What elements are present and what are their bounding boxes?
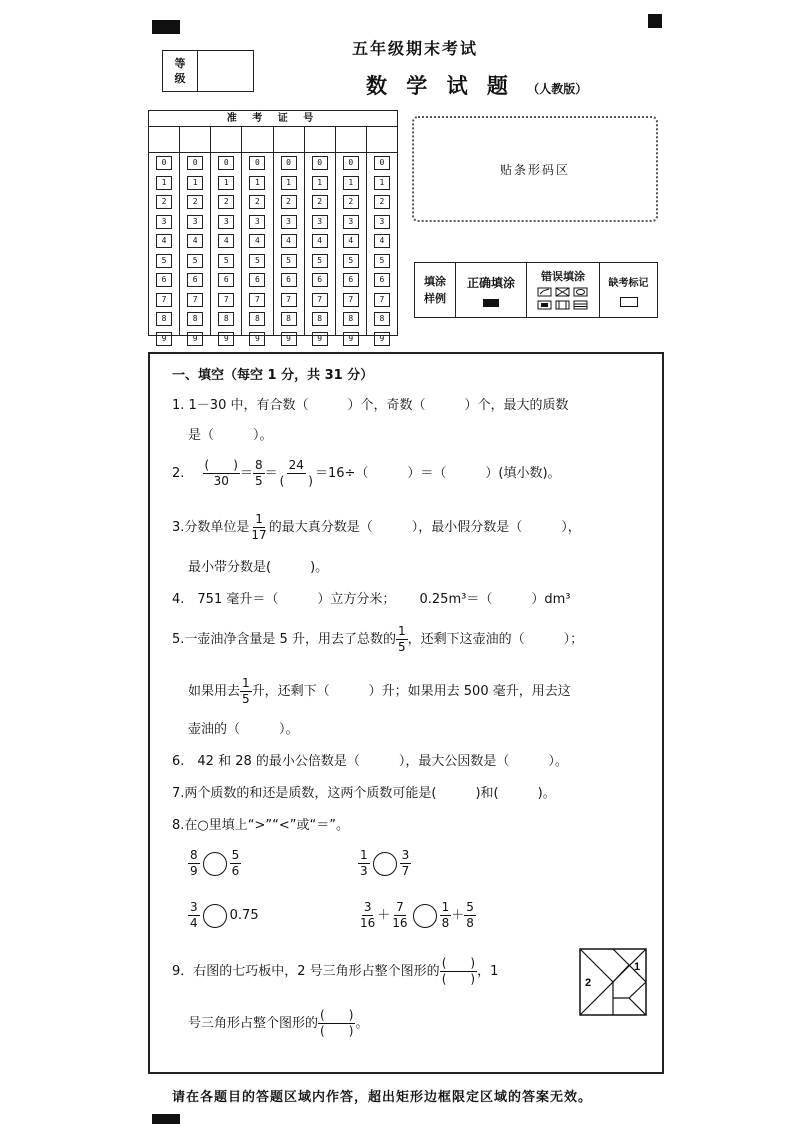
id-digit-bubble[interactable]: 3 — [156, 215, 172, 229]
question-9-line1: 9．右图的七巧板中，2 号三角形占整个图形的 $\frac{( )}{( )}$ ，1 — [172, 956, 499, 986]
id-digit-bubble[interactable]: 5 — [374, 254, 390, 268]
id-digit-bubble[interactable]: 7 — [187, 293, 203, 307]
fraction: $\frac{1}{17}$ — [251, 512, 267, 542]
tangram-figure — [579, 948, 647, 1016]
id-digit-bubble[interactable]: 6 — [249, 273, 265, 287]
compare-item-a — [188, 848, 241, 879]
question-8: 8.在○里填上“>”“<”或“＝”。 — [172, 818, 349, 833]
id-digit-bubble[interactable]: 8 — [281, 312, 297, 326]
question-9-line2: 号三角形占整个图形的 $\frac{( )}{( )}$ 。 — [188, 1008, 369, 1038]
id-digit-bubble[interactable]: 0 — [156, 156, 172, 170]
id-digit-bubble[interactable]: 1 — [249, 176, 265, 190]
id-digit-bubble[interactable]: 1 — [218, 176, 234, 190]
id-digit-column — [274, 153, 305, 343]
id-digit-bubble[interactable]: 0 — [249, 156, 265, 170]
exam-id-table — [148, 110, 398, 343]
legend-correct: 正确填涂 — [456, 263, 527, 317]
grade-box — [162, 50, 254, 92]
question-3-line1: 3.分数单位是 $\frac{1}{17}$ 的最大真分数是（ ），最小假分数是（ ）， — [172, 512, 581, 542]
id-digit-bubble[interactable]: 2 — [187, 195, 203, 209]
legend-label: 填涂 样例 — [415, 263, 456, 317]
question-6: 6. 42 和 28 的最小公倍数是（ ），最大公因数是（ ）。 — [172, 754, 568, 769]
fraction: $\frac{5}{6}$ — [231, 848, 240, 878]
id-write-cell[interactable] — [180, 127, 211, 152]
corner-mark-top-right — [648, 14, 662, 28]
id-digit-bubble[interactable]: 6 — [156, 273, 172, 287]
id-digit-bubble[interactable]: 3 — [312, 215, 328, 229]
id-digit-bubble[interactable]: 1 — [312, 176, 328, 190]
question-5-line3: 壶油的（ ）。 — [188, 722, 299, 737]
id-digit-bubble[interactable]: 1 — [343, 176, 359, 190]
question-5-line1: 5.一壶油净含量是 5 升，用去了总数的 $\frac{1}{5}$ ，还剩下这壶油的（ ）； — [172, 624, 584, 654]
question-1-line2: 是（ ）。 — [188, 428, 273, 443]
compare-circle[interactable] — [413, 904, 437, 928]
id-digit-bubble[interactable]: 9 — [249, 332, 265, 346]
id-digit-bubble[interactable]: 8 — [312, 312, 328, 326]
id-digit-bubble[interactable]: 9 — [312, 332, 328, 346]
id-digit-bubble[interactable]: 3 — [374, 215, 390, 229]
compare-item-d: $\frac{3}{16}$ ＋ $\frac{7}{16}$ $\frac{1}{8}$ ＋ $\frac{5}{8}$ — [360, 900, 474, 930]
tangram-label-1: 1 — [634, 961, 641, 973]
id-digit-bubble[interactable]: 6 — [187, 273, 203, 287]
barcode-area — [412, 116, 658, 222]
legend-absent: 缺考标记 — [600, 263, 657, 317]
id-digit-bubble[interactable]: 2 — [312, 195, 328, 209]
id-digit-bubble[interactable]: 4 — [218, 234, 234, 248]
id-digit-bubble[interactable]: 5 — [156, 254, 172, 268]
id-write-cell[interactable] — [274, 127, 305, 152]
id-digit-bubble[interactable]: 2 — [281, 195, 297, 209]
id-write-cell[interactable] — [242, 127, 273, 152]
id-write-cell[interactable] — [336, 127, 367, 152]
id-digit-bubble[interactable]: 4 — [187, 234, 203, 248]
compare-circle[interactable] — [203, 852, 227, 876]
section-heading: 一、填空（每空 1 分，共 31 分） — [172, 368, 374, 383]
corner-mark-top-left — [152, 20, 180, 34]
corner-mark-bottom-left — [152, 1114, 180, 1124]
id-digit-bubble[interactable]: 9 — [156, 332, 172, 346]
fraction: $\frac{3}{4}$ — [190, 900, 198, 930]
fraction: $\frac{1}{8}$ — [441, 900, 450, 930]
id-digit-bubble[interactable]: 5 — [343, 254, 359, 268]
id-digit-bubble[interactable]: 1 — [281, 176, 297, 190]
id-digit-bubble[interactable]: 9 — [343, 332, 359, 346]
id-digit-bubble[interactable]: 0 — [374, 156, 390, 170]
id-digit-bubble[interactable]: 0 — [343, 156, 359, 170]
fraction: $\frac{24}{( )}$ — [279, 458, 313, 488]
id-digit-bubble[interactable]: 3 — [187, 215, 203, 229]
id-digit-bubble[interactable]: 5 — [218, 254, 234, 268]
id-write-cell[interactable] — [305, 127, 336, 152]
fraction: $\frac{7}{16}$ — [392, 900, 408, 930]
id-digit-column — [180, 153, 211, 343]
id-digit-bubble[interactable]: 8 — [218, 312, 234, 326]
id-digit-bubble[interactable]: 3 — [249, 215, 265, 229]
question-2: 2. $\frac{( )}{30}$ ＝ $\frac{8}{5}$ ＝ $\frac{24}{( )}$ ＝16÷（ ）＝（ ）(填小数)。 — [172, 458, 561, 488]
id-digit-bubble[interactable]: 7 — [374, 293, 390, 307]
id-digit-column — [367, 153, 397, 343]
id-digit-bubble[interactable]: 7 — [156, 293, 172, 307]
fraction: $\frac{8}{9}$ — [190, 848, 198, 878]
id-digit-column — [149, 153, 180, 343]
fraction: $\frac{( )}{30}$ — [204, 458, 238, 488]
id-digit-bubble[interactable]: 9 — [187, 332, 203, 346]
grade-label: 等 级 — [163, 51, 198, 91]
id-digit-bubble[interactable]: 8 — [249, 312, 265, 326]
exam-title: 五年级期末考试 — [352, 39, 479, 58]
id-digit-bubble[interactable]: 4 — [343, 234, 359, 248]
id-digit-bubble[interactable]: 2 — [249, 195, 265, 209]
id-digit-bubble[interactable]: 8 — [343, 312, 359, 326]
absent-mark-box[interactable] — [620, 297, 638, 307]
id-write-cell[interactable] — [149, 127, 180, 152]
id-digit-bubble[interactable]: 9 — [218, 332, 234, 346]
id-digit-bubble[interactable]: 4 — [374, 234, 390, 248]
id-digit-bubble[interactable]: 9 — [374, 332, 390, 346]
exam-id-write-row — [149, 127, 397, 153]
id-digit-bubble[interactable]: 4 — [249, 234, 265, 248]
fraction: $\frac{3}{16}$ — [360, 900, 376, 930]
legend-wrong: 错误填涂 — [527, 263, 600, 317]
fraction: $\frac{5}{8}$ — [466, 900, 474, 930]
compare-circle[interactable] — [373, 852, 397, 876]
exam-id-bubble-grid — [149, 153, 397, 343]
id-digit-bubble[interactable]: 4 — [312, 234, 328, 248]
id-digit-bubble[interactable]: 0 — [187, 156, 203, 170]
id-digit-bubble[interactable]: 6 — [281, 273, 297, 287]
footer-notice: 请在各题目的答题区域内作答，超出矩形边框限定区域的答案无效。 — [172, 1090, 593, 1105]
tangram-label-2: 2 — [585, 977, 592, 989]
id-write-cell[interactable] — [211, 127, 242, 152]
edition-label: （人教版） — [527, 82, 588, 96]
id-digit-bubble[interactable]: 8 — [156, 312, 172, 326]
id-digit-bubble[interactable]: 5 — [281, 254, 297, 268]
compare-item-c: $\frac{3}{4}$ 0.75 — [190, 900, 259, 930]
id-digit-bubble[interactable]: 8 — [374, 312, 390, 326]
id-digit-column — [305, 153, 336, 343]
blank-fraction[interactable]: $\frac{( )}{( )}$ — [441, 956, 476, 986]
blank-fraction[interactable]: $\frac{( )}{( )}$ — [320, 1008, 354, 1038]
question-5-line2: 如果用去 $\frac{1}{5}$ 升，还剩下（ ）升；如果用去 500 毫升，用去这 — [188, 676, 571, 706]
id-digit-column — [242, 153, 273, 343]
question-4: 4. 751 毫升＝（ ）立方分米； 0.25m³＝（ ）dm³ — [172, 592, 571, 607]
grade-write-area[interactable] — [198, 51, 253, 91]
id-write-cell[interactable] — [367, 127, 397, 152]
id-digit-column — [211, 153, 242, 343]
id-digit-bubble[interactable]: 4 — [281, 234, 297, 248]
question-7: 7.两个质数的和还是质数，这两个质数可能是( )和( )。 — [172, 786, 556, 801]
fraction: $\frac{1}{5}$ — [397, 624, 406, 654]
id-digit-bubble[interactable]: 3 — [281, 215, 297, 229]
id-digit-bubble[interactable]: 6 — [374, 273, 390, 287]
id-digit-bubble[interactable]: 1 — [187, 176, 203, 190]
question-1-line1: 1. 1－30 中，有合数（ ）个，奇数（ ）个，最大的质数 — [172, 398, 569, 413]
id-digit-bubble[interactable]: 0 — [312, 156, 328, 170]
subject-title: 数 学 试 题 （人教版） — [366, 74, 588, 98]
id-digit-bubble[interactable]: 5 — [249, 254, 265, 268]
id-digit-bubble[interactable]: 5 — [312, 254, 328, 268]
id-digit-bubble[interactable]: 7 — [312, 293, 328, 307]
barcode-label: 贴条形码区 — [499, 162, 570, 177]
id-digit-bubble[interactable]: 6 — [218, 273, 234, 287]
id-digit-bubble[interactable]: 1 — [374, 176, 390, 190]
fraction: $\frac{3}{7}$ — [401, 848, 410, 878]
id-digit-bubble[interactable]: 2 — [156, 195, 172, 209]
id-digit-bubble[interactable]: 7 — [281, 293, 297, 307]
id-digit-bubble[interactable]: 3 — [343, 215, 359, 229]
id-digit-bubble[interactable]: 2 — [218, 195, 234, 209]
fill-example-legend — [414, 262, 658, 318]
id-digit-bubble[interactable]: 0 — [218, 156, 234, 170]
id-digit-bubble[interactable]: 0 — [281, 156, 297, 170]
id-digit-bubble[interactable]: 6 — [343, 273, 359, 287]
id-digit-bubble[interactable]: 9 — [281, 332, 297, 346]
filled-bubble-icon — [483, 299, 499, 307]
id-digit-bubble[interactable]: 1 — [156, 176, 172, 190]
fraction: $\frac{1}{5}$ — [242, 676, 250, 706]
id-digit-bubble[interactable]: 8 — [187, 312, 203, 326]
fraction: $\frac{8}{5}$ — [254, 458, 263, 488]
wrong-fill-examples-icon — [536, 286, 590, 312]
exam-id-label: 准 考 证 号 — [149, 111, 397, 127]
id-digit-bubble[interactable]: 7 — [343, 293, 359, 307]
fraction: $\frac{1}{3}$ — [360, 848, 368, 878]
id-digit-column — [336, 153, 367, 343]
id-digit-bubble[interactable]: 5 — [187, 254, 203, 268]
id-digit-bubble[interactable]: 2 — [374, 195, 390, 209]
id-digit-bubble[interactable]: 2 — [343, 195, 359, 209]
id-digit-bubble[interactable]: 3 — [218, 215, 234, 229]
id-digit-bubble[interactable]: 4 — [156, 234, 172, 248]
id-digit-bubble[interactable]: 7 — [218, 293, 234, 307]
compare-item-b — [358, 848, 411, 879]
id-digit-bubble[interactable]: 7 — [249, 293, 265, 307]
id-digit-bubble[interactable]: 6 — [312, 273, 328, 287]
question-3-line2: 最小带分数是( )。 — [188, 560, 329, 575]
compare-circle[interactable] — [203, 904, 227, 928]
